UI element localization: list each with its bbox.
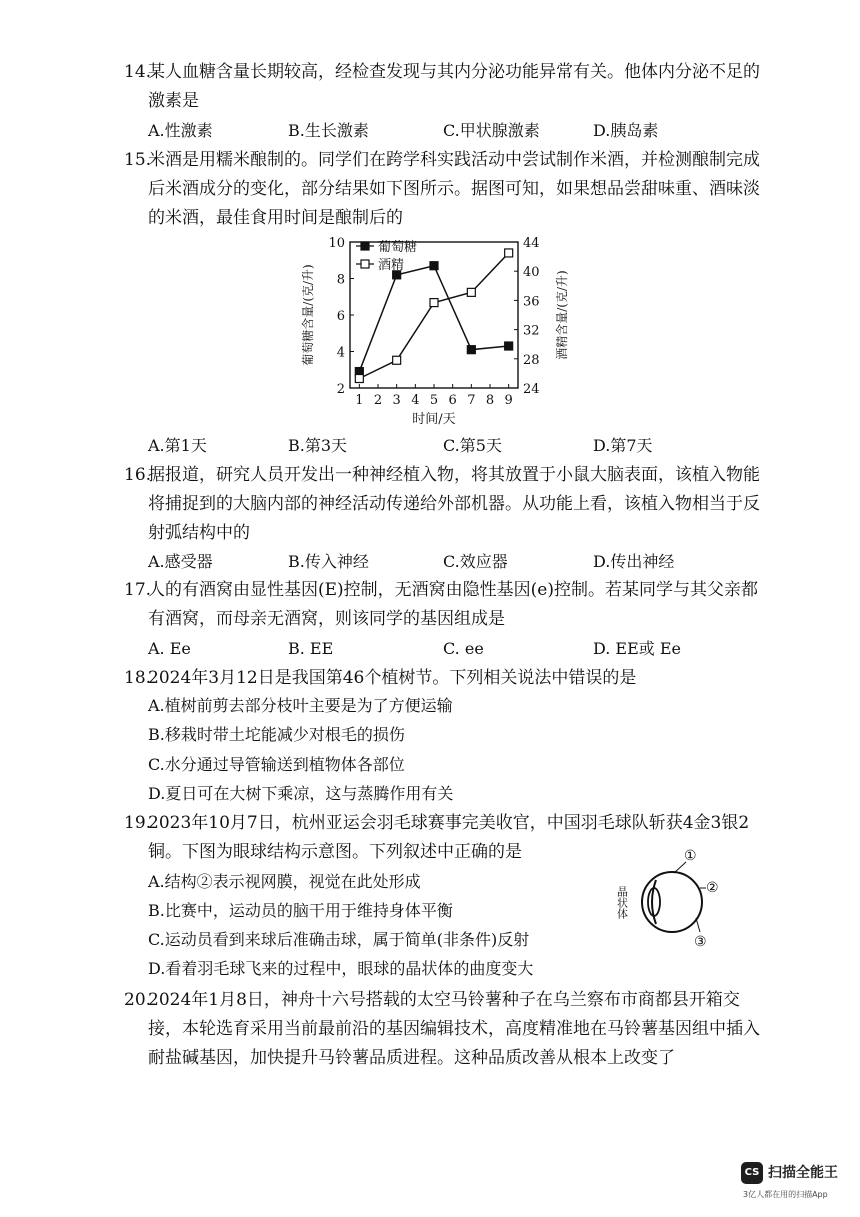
option-b: B.移栽时带土坨能减少对根毛的损伤 [148, 725, 405, 744]
legend-marker-0 [361, 242, 369, 250]
data-point-1 [430, 299, 438, 307]
question-stem: 米酒是用糯米酿制的。同学们在跨学科实践活动中尝试制作米酒，并检测酿制完成后米酒成分的变化，部分结果如下图所示。据图可知，如果想品尝甜味重、酒味淡的米酒，最佳食用时间是酿制后的 [148, 150, 760, 228]
options-14 [148, 117, 768, 145]
option-c: C.甲状腺激素 [443, 121, 540, 140]
option-d: D.看着羽毛球飞来的过程中，眼球的晶状体的曲度变大 [148, 959, 534, 978]
options-16 [148, 548, 768, 576]
left-tick-label: 8 [336, 272, 345, 288]
data-point-1 [355, 375, 363, 383]
option-b: B.比赛中，运动员的脑干用于维持身体平衡 [148, 901, 453, 920]
label-1: ① [684, 848, 697, 864]
option-b: B.传入神经 [288, 552, 369, 571]
question-stem: 2023年10月7日，杭州亚运会羽毛球赛事完美收官，中国羽毛球队斩获4金3银2铜。下图为眼球结构示意图。下列叙述中正确的是 [148, 813, 750, 862]
question-number: 16. [124, 465, 152, 485]
options-15 [148, 432, 768, 460]
question-stem: 某人血糖含量长期较高，经检查发现与其内分泌功能异常有关。他体内分泌不足的激素是 [148, 62, 760, 111]
option-b: B. EE [288, 639, 334, 658]
option-a: A.第1天 [148, 436, 207, 455]
left-tick-label: 6 [336, 309, 345, 324]
question-14 [124, 58, 768, 116]
question-20 [124, 986, 768, 1073]
right-tick-label: 40 [523, 265, 540, 281]
x-tick-label: 6 [448, 393, 457, 408]
label-2: ② [706, 880, 719, 896]
right-tick-label: 36 [523, 294, 540, 310]
question-number: 15. [124, 150, 152, 170]
option-c: C.运动员看到来球后准确击球，属于简单(非条件)反射 [148, 930, 530, 949]
legend-label: 酒精 [378, 258, 405, 273]
option-c: C.水分通过导管输送到植物体各部位 [148, 755, 405, 774]
right-tick-label: 28 [523, 352, 540, 368]
data-point-0 [505, 342, 513, 350]
legend-label: 葡萄糖 [378, 240, 418, 255]
option-d: D.第7天 [593, 436, 653, 455]
x-tick-label: 4 [411, 393, 420, 408]
right-tick-label: 32 [523, 323, 540, 339]
option-a: A.感受器 [148, 552, 213, 571]
option-d: D.传出神经 [593, 552, 675, 571]
footer-brand: 扫描全能王 [768, 1165, 838, 1181]
question-stem: 2024年1月8日，神舟十六号搭载的太空马铃薯种子在乌兰察布市商都县开箱交接，本轮选育采用当前最前沿的基因编辑技术，高度精准地在马铃薯基因组中插入耐盐碱基因，加快提升马铃薯品质进程。这种品质改善从根本上改变了 [148, 990, 760, 1068]
question-number: 20. [124, 990, 152, 1010]
right-tick-label: 24 [523, 382, 540, 397]
question-stem: 人的有酒窝由显性基因(E)控制，无酒窝由隐性基因(e)控制。若某同学与其父亲都有酒窝，而母亲无酒窝，则该同学的基因组成是 [148, 580, 758, 629]
fermentation-chart [290, 228, 580, 428]
question-18 [124, 664, 768, 693]
x-tick-label: 2 [373, 393, 383, 408]
leader-line-3 [696, 918, 700, 932]
option-b: B.第3天 [288, 436, 348, 455]
right-axis-label: 酒精含量/(克/升) [555, 270, 569, 360]
x-tick-label: 9 [504, 393, 513, 408]
x-tick-label: 8 [485, 393, 495, 408]
question-stem: 2024年3月12日是我国第46个植树节。下列相关说法中错误的是 [148, 668, 637, 688]
question-number: 18. [124, 668, 152, 688]
option-d: D.夏日可在大树下乘凉，这与蒸腾作用有关 [148, 784, 454, 803]
x-tick-label: 7 [467, 393, 476, 408]
eyeball-diagram [614, 846, 724, 956]
option-c: C.第5天 [443, 436, 502, 455]
question-number: 19. [124, 813, 152, 833]
question-17 [124, 576, 768, 634]
lens-label: 晶状体 [615, 886, 629, 919]
question-15 [124, 146, 768, 233]
option-d: D. EE或 Ee [593, 639, 682, 658]
data-point-1 [393, 356, 401, 364]
label-3: ③ [694, 934, 707, 950]
data-point-0 [430, 262, 438, 270]
series-line-0 [359, 266, 508, 372]
x-tick-label: 5 [429, 393, 439, 408]
option-d: D.胰岛素 [593, 121, 659, 140]
option-a: A.结构②表示视网膜，视觉在此处形成 [148, 872, 421, 891]
data-point-0 [467, 346, 475, 354]
option-c: C.效应器 [443, 552, 508, 571]
lens-shape [648, 888, 660, 916]
option-a: A.植树前剪去部分枝叶主要是为了方便运输 [148, 696, 453, 715]
footer-subtitle: 3亿人都在用的扫描App [743, 1190, 828, 1199]
data-point-1 [505, 249, 513, 257]
option-a: A.性激素 [148, 121, 213, 140]
cornea-curve [652, 880, 656, 924]
legend-marker-1 [361, 260, 369, 268]
x-tick-label: 1 [355, 393, 364, 408]
option-c: C. ee [443, 639, 484, 658]
options-17 [148, 635, 768, 663]
x-axis-label: 时间/天 [412, 412, 456, 427]
question-number: 14. [124, 62, 152, 82]
option-b: B.生长激素 [288, 121, 369, 140]
question-stem: 据报道，研究人员开发出一种神经植入物，将其放置于小鼠大脑表面，该植入物能将捕捉到的大脑内部的神经活动传递给外部机器。从功能上看，该植入物相当于反射弧结构中的 [148, 465, 760, 543]
option-a: A. Ee [148, 639, 191, 658]
question-16 [124, 461, 768, 548]
data-point-1 [467, 288, 475, 296]
camscanner-logo: CS [741, 1162, 763, 1184]
right-tick-label: 44 [523, 236, 540, 251]
left-tick-label: 10 [328, 236, 345, 251]
question-number: 17. [124, 580, 152, 600]
x-tick-label: 3 [392, 393, 401, 408]
left-tick-label: 4 [336, 345, 345, 361]
left-tick-label: 2 [336, 382, 345, 397]
left-axis-label: 葡萄糖含量/(克/升) [301, 264, 315, 366]
